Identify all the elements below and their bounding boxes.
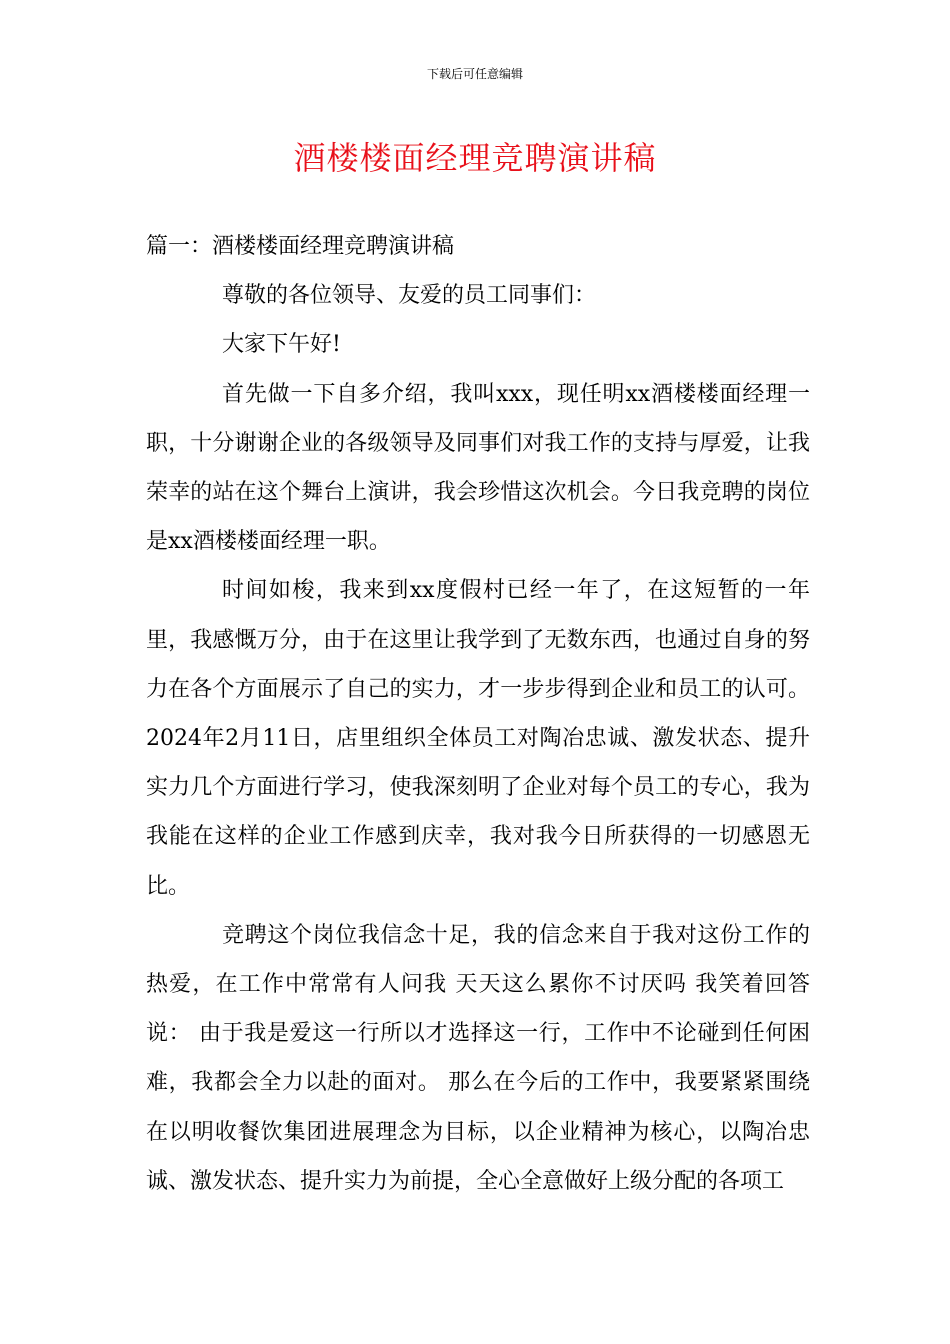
document-body: [146, 222, 810, 1206]
header-note: 下载后可任意编辑: [426, 67, 523, 81]
section-heading: 篇一：酒楼楼面经理竞聘演讲稿: [146, 234, 455, 259]
introduction-paragraph: 首先做一下自多介绍，我叫xxx，现任明xx酒楼楼面经理一职，十分谢谢企业的各级领导及同事们对我工作的支持与厚爱，让我荣幸的站在这个舞台上演讲，我会珍惜这次机会。今日我竞聘的岗位是xx酒楼楼面经理一职。: [146, 381, 810, 555]
greeting-paragraph: 大家下午好!: [222, 332, 341, 358]
document-title: 酒楼楼面经理竞聘演讲稿: [293, 139, 657, 177]
confidence-paragraph: 竞聘这个岗位我信念十足，我的信念来自于我对这份工作的热爱，在工作中常常有人问我 天天这么累你不讨厌吗 我笑着回答说： 由于我是爱这一行所以才选择这一行，工作中不论碰到任何困难，我都会全力以赴的面对。 那么在今后的工作中，我要紧紧围绕在以明收餐饮集团进展理念为目标，以企业精神为核心，以陶冶忠诚、激发状态、提升实力为前提，全心全意做好上级分配的各项工: [146, 922, 810, 1194]
experience-paragraph: 时间如梭，我来到xx度假村已经一年了，在这短暂的一年里，我感慨万分，由于在这里让我学到了无数东西，也通过自身的努力在各个方面展示了自己的实力，才一步步得到企业和员工的认可。2024年2月11日，店里组织全体员工对陶冶忠诚、激发状态、提升实力几个方面进行学习，使我深刻明了企业对每个员工的专心，我为我能在这样的企业工作感到庆幸，我对我今日所获得的一切感恩无比。: [146, 578, 810, 899]
salutation-paragraph: 尊敬的各位领导、友爱的员工同事们：: [222, 283, 597, 309]
